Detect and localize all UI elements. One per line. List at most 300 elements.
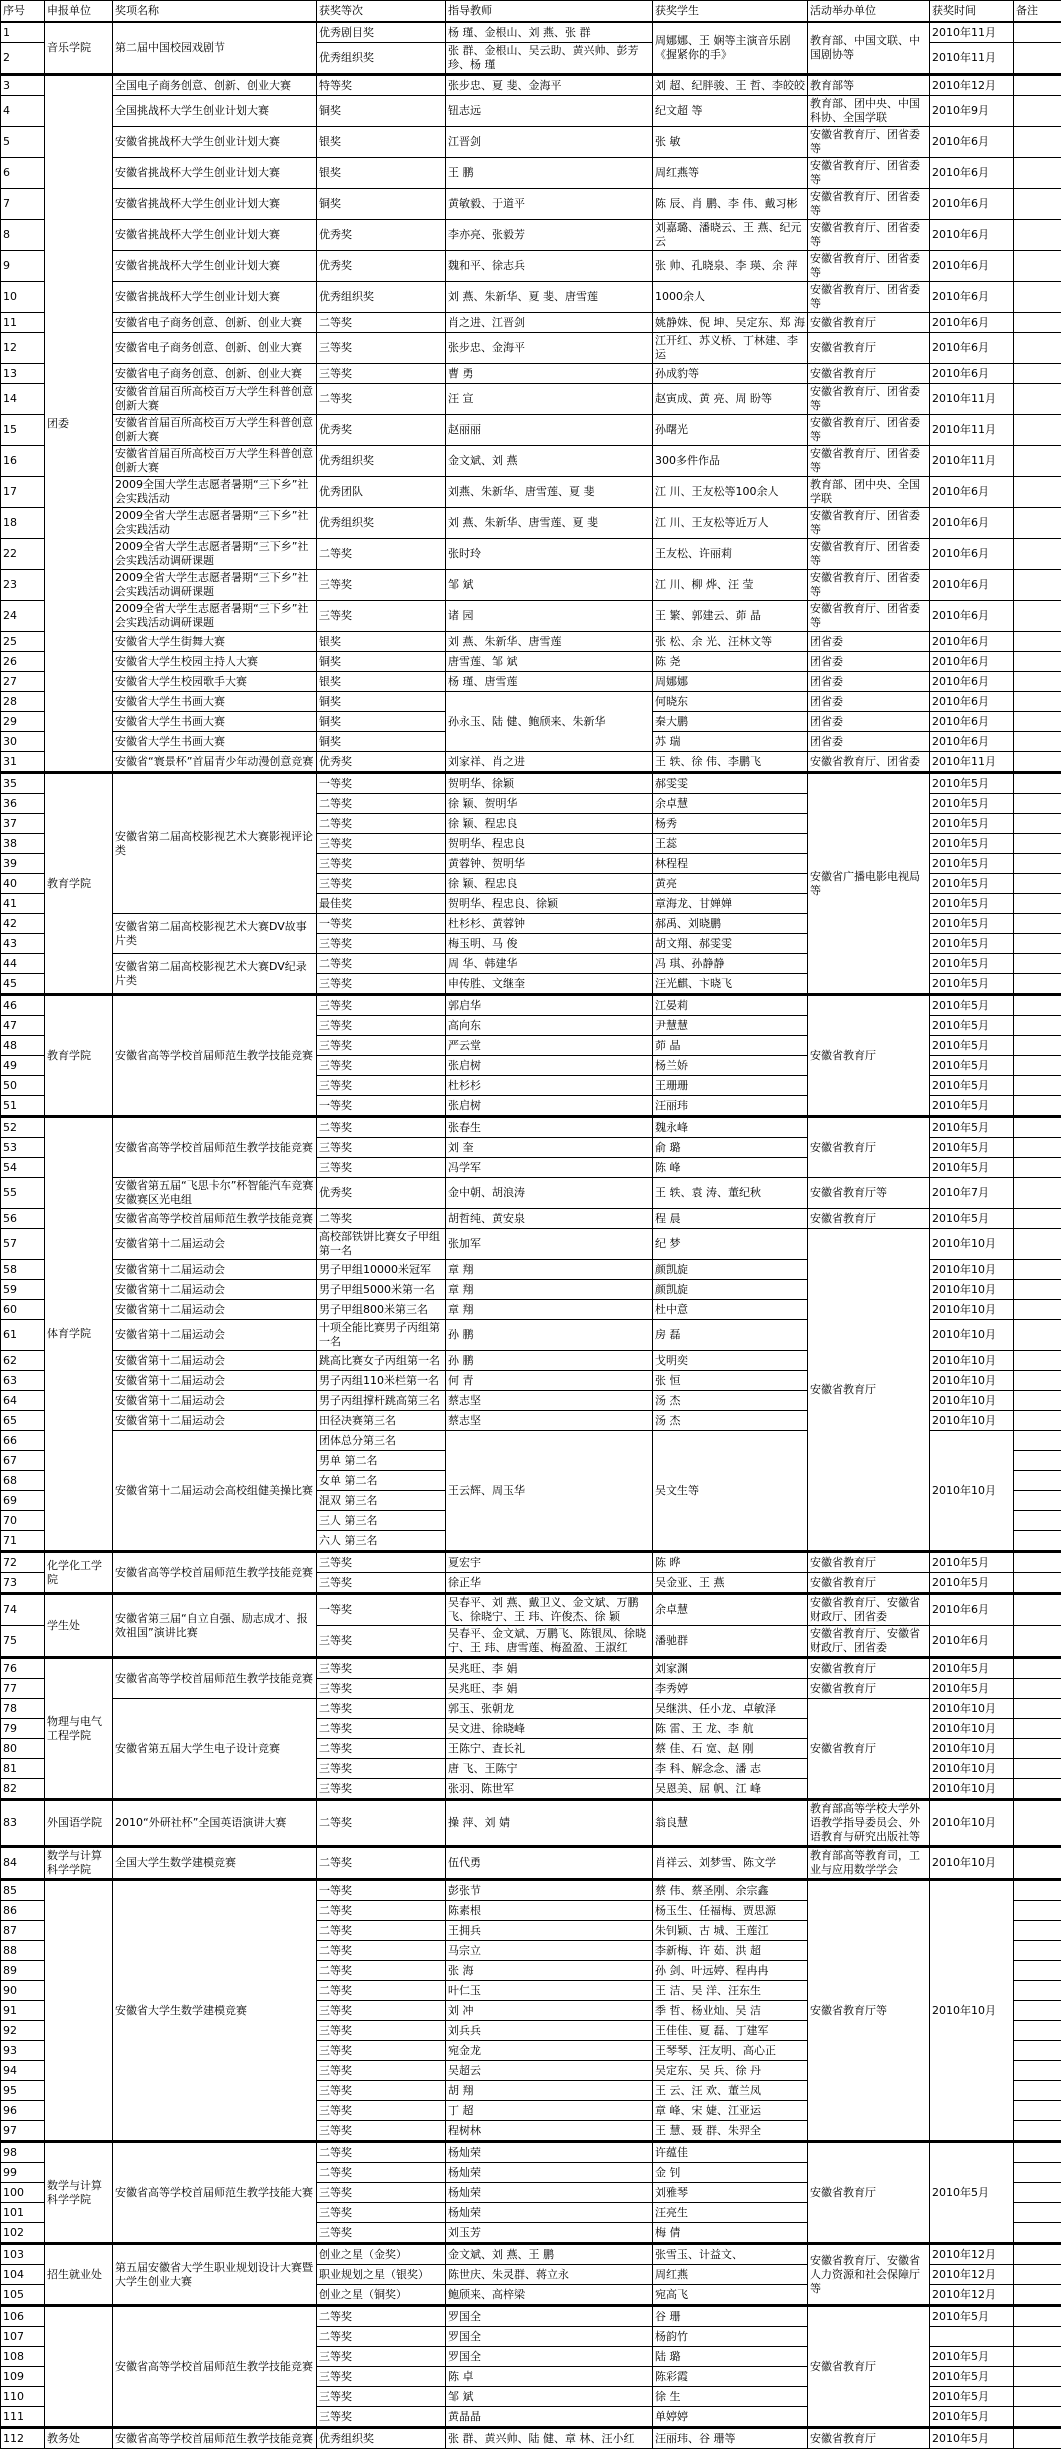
cell-award: 第二届中国校园戏剧节: [113, 22, 317, 75]
cell-teacher: 贺明华、程忠良、徐颖: [446, 894, 653, 914]
cell-no: 53: [1, 1138, 45, 1158]
cell-organizer: 安徽省教育厅: [808, 1117, 930, 1178]
cell-teacher: 金文斌、刘 燕: [446, 446, 653, 477]
cell-student: 张 帅、孔晓泉、李 瑛、余 萍: [653, 251, 808, 282]
cell-no: 1: [1, 22, 45, 43]
cell-time: 2010年6月: [930, 712, 1014, 732]
cell-level: 优秀组织奖: [317, 2428, 446, 2449]
cell-student: 苏 瑞: [653, 732, 808, 752]
cell-student: 黄亮: [653, 874, 808, 894]
cell-no: 68: [1, 1471, 45, 1491]
cell-teacher: 郭玉、张朝龙: [446, 1699, 653, 1719]
cell-no: 61: [1, 1320, 45, 1351]
cell-organizer: 团省委: [808, 712, 930, 732]
cell-award: 安徽省大学生街舞大赛: [113, 632, 317, 652]
cell-time: 2010年6月: [930, 364, 1014, 384]
cell-time: 2010年6月: [930, 333, 1014, 364]
cell-note: [1014, 2223, 1061, 2244]
cell-student: 姚静姝、倪 坤、吴定东、郑 海: [653, 313, 808, 333]
cell-teacher: 徐 颖、程忠良: [446, 814, 653, 834]
cell-time: 2010年5月: [930, 1158, 1014, 1178]
table-row: [1, 127, 1061, 158]
cell-teacher: 钮志远: [446, 96, 653, 127]
cell-no: 6: [1, 158, 45, 189]
cell-no: 62: [1, 1351, 45, 1371]
cell-no: 95: [1, 2081, 45, 2101]
cell-teacher: 章 翔: [446, 1300, 653, 1320]
cell-no: 46: [1, 995, 45, 1016]
cell-student: 肖祥云、刘梦雪、陈文学: [653, 1847, 808, 1880]
cell-note: [1014, 794, 1061, 814]
cell-organizer: 安徽省教育厅、团省委等: [808, 282, 930, 313]
cell-award: 安徽省大学生校园主持人大赛: [113, 652, 317, 672]
cell-note: [1014, 1779, 1061, 1800]
cell-level: 三等奖: [317, 2001, 446, 2021]
cell-level: 二等奖: [317, 2306, 446, 2327]
cell-note: [1014, 1260, 1061, 1280]
cell-no: 39: [1, 854, 45, 874]
cell-no: 77: [1, 1679, 45, 1699]
cell-teacher: 黄敏毅、于道平: [446, 189, 653, 220]
cell-level: 三等奖: [317, 874, 446, 894]
cell-award: 安徽省第十二届运动会: [113, 1260, 317, 1280]
cell-note: [1014, 1511, 1061, 1531]
cell-level: 三等奖: [317, 1759, 446, 1779]
cell-level: 男子甲组5000米第一名: [317, 1280, 446, 1300]
cell-level: 铜奖: [317, 96, 446, 127]
cell-time: 2010年6月: [930, 158, 1014, 189]
cell-student: 王 云、汪 欢、董兰凤: [653, 2081, 808, 2101]
cell-note: [1014, 1209, 1061, 1229]
cell-level: 铜奖: [317, 692, 446, 712]
cell-award: 安徽省第五届大学生电子设计竞赛: [113, 1699, 317, 1800]
cell-time: 2010年5月: [930, 1096, 1014, 1117]
cell-level: 银奖: [317, 127, 446, 158]
cell-no: 55: [1, 1178, 45, 1209]
cell-level: 优秀奖: [317, 251, 446, 282]
cell-time: 2010年12月: [930, 2244, 1014, 2265]
cell-no: 84: [1, 1847, 45, 1880]
cell-note: [1014, 2244, 1061, 2265]
cell-student: 章 峰、宋 婕、江亚运: [653, 2101, 808, 2121]
cell-organizer: 安徽省教育厅: [808, 1209, 930, 1229]
cell-no: 4: [1, 96, 45, 127]
table-row: [1, 2428, 1061, 2449]
cell-teacher: 陈 卓: [446, 2367, 653, 2387]
cell-level: 三等奖: [317, 934, 446, 954]
cell-note: [1014, 2041, 1061, 2061]
table-row: [1, 652, 1061, 672]
cell-level: 二等奖: [317, 794, 446, 814]
cell-organizer: 安徽省教育厅、团省委等: [808, 158, 930, 189]
cell-level: 三等奖: [317, 2347, 446, 2367]
cell-no: 25: [1, 632, 45, 652]
cell-level: 团体总分第三名: [317, 1431, 446, 1451]
cell-note: [1014, 2101, 1061, 2121]
cell-note: [1014, 2021, 1061, 2041]
cell-level: 三等奖: [317, 1626, 446, 1658]
cell-award: 安徽省挑战杯大学生创业计划大赛: [113, 251, 317, 282]
cell-level: 跳高比赛女子丙组第一名: [317, 1351, 446, 1371]
cell-level: 铜奖: [317, 652, 446, 672]
cell-no: 110: [1, 2387, 45, 2407]
cell-time: 2010年10月: [930, 1371, 1014, 1391]
cell-note: [1014, 1300, 1061, 1320]
cell-organizer: 安徽省教育厅: [808, 1658, 930, 1679]
cell-note: [1014, 2163, 1061, 2183]
cell-student: 张 敏: [653, 127, 808, 158]
table-row: [1, 1552, 1061, 1573]
cell-no: 37: [1, 814, 45, 834]
cell-unit: 团委: [45, 75, 113, 773]
cell-award: 安徽省高等学校首届师范生教学技能竞赛: [113, 1209, 317, 1229]
table-row: [1, 632, 1061, 652]
cell-note: [1014, 1921, 1061, 1941]
cell-unit: 教务处: [45, 2428, 113, 2449]
table-row: [1, 2142, 1061, 2163]
cell-note: [1014, 1056, 1061, 1076]
cell-no: 57: [1, 1229, 45, 1260]
cell-student: 江开红、苏义桥、丁林建、李运: [653, 333, 808, 364]
cell-student: 刘家渊: [653, 1658, 808, 1679]
cell-student: 茆 晶: [653, 1036, 808, 1056]
cell-no: 105: [1, 2285, 45, 2306]
cell-teacher: 刘 冲: [446, 2001, 653, 2021]
cell-time: 2010年5月: [930, 1552, 1014, 1573]
cell-no: 35: [1, 773, 45, 794]
cell-no: 109: [1, 2367, 45, 2387]
cell-no: 41: [1, 894, 45, 914]
cell-note: [1014, 22, 1061, 43]
cell-level: 男子甲组800米第三名: [317, 1300, 446, 1320]
cell-award: 安徽省第三届“自立自强、励志成才、报效祖国”演讲比赛: [113, 1594, 317, 1658]
cell-note: [1014, 995, 1061, 1016]
cell-student: 王 洁、吴 洋、汪东生: [653, 1981, 808, 2001]
cell-note: [1014, 508, 1061, 539]
cell-no: 80: [1, 1739, 45, 1759]
cell-note: [1014, 1531, 1061, 1552]
cell-award: 安徽省大学生数学建模竞赛: [113, 1880, 317, 2142]
cell-teacher: 马宗立: [446, 1941, 653, 1961]
cell-student: 李秀婷: [653, 1679, 808, 1699]
cell-student: 张 松、余 光、汪林文等: [653, 632, 808, 652]
cell-unit: 外国语学院: [45, 1800, 113, 1847]
cell-no: 42: [1, 914, 45, 934]
cell-time: 2010年5月: [930, 874, 1014, 894]
cell-time: 2010年6月: [930, 127, 1014, 158]
cell-time: 2010年5月: [930, 2387, 1014, 2407]
cell-level: 三等奖: [317, 1158, 446, 1178]
table-row: [1, 189, 1061, 220]
cell-organizer: 团省委: [808, 732, 930, 752]
cell-student: 宛高飞: [653, 2285, 808, 2306]
cell-teacher: 邹 斌: [446, 2387, 653, 2407]
cell-award: 全国挑战杯大学生创业计划大赛: [113, 96, 317, 127]
cell-student: 汪亮生: [653, 2203, 808, 2223]
cell-no: 60: [1, 1300, 45, 1320]
cell-teacher: 魏和平、徐志兵: [446, 251, 653, 282]
cell-note: [1014, 1800, 1061, 1847]
cell-time: 2010年5月: [930, 794, 1014, 814]
cell-no: 81: [1, 1759, 45, 1779]
cell-time: 2010年5月: [930, 1016, 1014, 1036]
cell-teacher: 王陈宁、査长礼: [446, 1739, 653, 1759]
cell-award: 安徽省首届百所高校百万大学生科普创意创新大赛: [113, 446, 317, 477]
cell-teacher: 徐 颖、贺明华: [446, 794, 653, 814]
cell-note: [1014, 1941, 1061, 1961]
cell-award: 安徽省第二届高校影视艺术大赛影视评论类: [113, 773, 317, 914]
cell-teacher: 张步忠、金海平: [446, 333, 653, 364]
cell-level: 二等奖: [317, 954, 446, 974]
cell-teacher: 张启树: [446, 1096, 653, 1117]
cell-no: 89: [1, 1961, 45, 1981]
table-row: [1, 333, 1061, 364]
cell-award: 安徽省高等学校首届师范生教学技能大赛: [113, 2142, 317, 2244]
table-row: [1, 672, 1061, 692]
cell-no: 78: [1, 1699, 45, 1719]
cell-time: 2010年9月: [930, 96, 1014, 127]
cell-note: [1014, 601, 1061, 632]
cell-teacher: 王拥兵: [446, 1921, 653, 1941]
cell-note: [1014, 127, 1061, 158]
table-row: [1, 1117, 1061, 1138]
table-row: [1, 477, 1061, 508]
cell-note: [1014, 364, 1061, 384]
cell-no: 56: [1, 1209, 45, 1229]
cell-student: 杜中意: [653, 1300, 808, 1320]
cell-level: 男子丙组撑杆跳高第三名: [317, 1391, 446, 1411]
cell-note: [1014, 1679, 1061, 1699]
cell-level: 三等奖: [317, 601, 446, 632]
cell-teacher: 刘燕、朱新华、唐雪莲、夏 斐: [446, 477, 653, 508]
table-row: [1, 2306, 1061, 2327]
cell-student: 陈 峰: [653, 1158, 808, 1178]
cell-organizer: 团省委: [808, 652, 930, 672]
cell-organizer: 安徽省教育厅: [808, 333, 930, 364]
cell-teacher: 王 鹏: [446, 158, 653, 189]
cell-teacher: 宛金龙: [446, 2041, 653, 2061]
cell-student: 许蕴佳: [653, 2142, 808, 2163]
cell-note: [1014, 2061, 1061, 2081]
cell-award: 安徽省电子商务创意、创新、创业大赛: [113, 313, 317, 333]
cell-no: 100: [1, 2183, 45, 2203]
cell-no: 48: [1, 1036, 45, 1056]
cell-award: 全国大学生数学建模竞赛: [113, 1847, 317, 1880]
cell-student: 王琴琴、汪友明、高心正: [653, 2041, 808, 2061]
cell-level: 三等奖: [317, 1016, 446, 1036]
cell-student: 潘驰群: [653, 1626, 808, 1658]
cell-no: 9: [1, 251, 45, 282]
cell-level: 三等奖: [317, 2041, 446, 2061]
cell-teacher: 罗国全: [446, 2347, 653, 2367]
table-row: [1, 158, 1061, 189]
cell-unit: 教育学院: [45, 773, 113, 995]
cell-note: [1014, 1658, 1061, 1679]
cell-award: 2009全省大学生志愿者暑期“三下乡”社会实践活动调研课题: [113, 570, 317, 601]
cell-teacher: 吴兆旺、李 娟: [446, 1658, 653, 1679]
cell-level: 二等奖: [317, 1901, 446, 1921]
cell-time: 2010年6月: [930, 508, 1014, 539]
cell-award: 2009全省大学生志愿者暑期“三下乡”社会实践活动调研课题: [113, 601, 317, 632]
cell-teacher: 蔡志坚: [446, 1411, 653, 1431]
cell-time: 2010年6月: [930, 282, 1014, 313]
cell-organizer: 团省委: [808, 692, 930, 712]
cell-organizer: 安徽省教育厅: [808, 1229, 930, 1552]
cell-level: 优秀组织奖: [317, 508, 446, 539]
cell-note: [1014, 894, 1061, 914]
header-time: 获奖时间: [930, 1, 1014, 23]
cell-level: 优秀团队: [317, 477, 446, 508]
cell-unit: 招生就业处: [45, 2244, 113, 2306]
cell-note: [1014, 1961, 1061, 1981]
table-row: [1, 1800, 1061, 1847]
cell-teacher: 刘 燕、朱新华、唐雪莲、夏 斐: [446, 508, 653, 539]
cell-organizer: 安徽省教育厅: [808, 2306, 930, 2428]
table-row: [1, 251, 1061, 282]
cell-unit: 数学与计算科学学院: [45, 1847, 113, 1880]
cell-level: 二等奖: [317, 384, 446, 415]
cell-level: 优秀奖: [317, 220, 446, 251]
cell-student: 杨韵竹: [653, 2327, 808, 2347]
cell-level: 三等奖: [317, 2101, 446, 2121]
cell-no: 88: [1, 1941, 45, 1961]
cell-no: 75: [1, 1626, 45, 1658]
cell-note: [1014, 251, 1061, 282]
cell-teacher: 杨 瑾、唐雪莲: [446, 672, 653, 692]
cell-student: 王 繁、郭建云、茆 晶: [653, 601, 808, 632]
cell-time: 2010年10月: [930, 1300, 1014, 1320]
cell-teacher: 吴春平、金文斌、万鹏飞、陈银凤、徐晓宁、王 玮、唐雪莲、梅盈盈、王淑红: [446, 1626, 653, 1658]
cell-award: 安徽省第十二届运动会: [113, 1371, 317, 1391]
cell-level: 三等奖: [317, 2203, 446, 2223]
cell-no: 65: [1, 1411, 45, 1431]
cell-time: 2010年11月: [930, 752, 1014, 773]
cell-award: 安徽省“寰景杯”首届青少年动漫创意竞赛: [113, 752, 317, 773]
cell-student: 俞 璐: [653, 1138, 808, 1158]
cell-level: 优秀组织奖: [317, 43, 446, 75]
cell-student: 王 轶、徐 伟、李鹏飞: [653, 752, 808, 773]
cell-organizer: 安徽省教育厅、团省委等: [808, 251, 930, 282]
cell-time: 2010年10月: [930, 1229, 1014, 1260]
cell-no: 14: [1, 384, 45, 415]
header-note: 备注: [1014, 1, 1061, 23]
cell-organizer: 安徽省教育厅: [808, 364, 930, 384]
cell-no: 18: [1, 508, 45, 539]
cell-note: [1014, 1178, 1061, 1209]
cell-teacher: 张羽、陈世军: [446, 1779, 653, 1800]
header-student: 获奖学生: [653, 1, 808, 23]
cell-level: 二等奖: [317, 313, 446, 333]
cell-organizer: 教育部、团中央、全国学联: [808, 477, 930, 508]
cell-student: 孙曙光: [653, 415, 808, 446]
table-row: [1, 601, 1061, 632]
cell-level: 三等奖: [317, 1779, 446, 1800]
cell-time: 2010年6月: [930, 1626, 1014, 1658]
cell-organizer: 安徽省教育厅、团省委等: [808, 220, 930, 251]
cell-note: [1014, 1847, 1061, 1880]
cell-student: 蔡 伟、蔡圣刚、余宗鑫: [653, 1880, 808, 1901]
cell-teacher: 冯学军: [446, 1158, 653, 1178]
cell-level: 田径决赛第三名: [317, 1411, 446, 1431]
cell-note: [1014, 712, 1061, 732]
cell-no: 86: [1, 1901, 45, 1921]
cell-student: 江 川、柳 烨、汪 莹: [653, 570, 808, 601]
cell-level: 二等奖: [317, 1961, 446, 1981]
cell-student: 杨玉生、任福梅、贾思源: [653, 1901, 808, 1921]
cell-student: 汤 杰: [653, 1411, 808, 1431]
cell-note: [1014, 313, 1061, 333]
cell-no: 40: [1, 874, 45, 894]
cell-award: 安徽省挑战杯大学生创业计划大赛: [113, 158, 317, 189]
cell-note: [1014, 632, 1061, 652]
cell-note: [1014, 2183, 1061, 2203]
cell-note: [1014, 652, 1061, 672]
table-row: [1, 570, 1061, 601]
cell-level: 优秀奖: [317, 1178, 446, 1209]
cell-level: 铜奖: [317, 189, 446, 220]
cell-teacher: 张加军: [446, 1229, 653, 1260]
cell-student: 魏永峰: [653, 1117, 808, 1138]
cell-note: [1014, 570, 1061, 601]
cell-teacher: 张春生: [446, 1117, 653, 1138]
cell-level: 二等奖: [317, 539, 446, 570]
cell-teacher: 杜杉杉: [446, 1076, 653, 1096]
cell-time: 2010年5月: [930, 1209, 1014, 1229]
cell-no: 13: [1, 364, 45, 384]
cell-time: 2010年6月: [930, 1594, 1014, 1626]
table-row: [1, 1880, 1061, 1901]
cell-teacher: 丁 超: [446, 2101, 653, 2121]
cell-organizer: 安徽省教育厅: [808, 995, 930, 1117]
cell-student: 汪丽玮、谷 珊等: [653, 2428, 808, 2449]
cell-student: 陈 辰、肖 鹏、李 伟、戴习彬: [653, 189, 808, 220]
cell-teacher: 张 群、金根山、吴云助、黄兴帅、彭芳珍、杨 瑾: [446, 43, 653, 75]
table-row: [1, 446, 1061, 477]
cell-level: 三等奖: [317, 1138, 446, 1158]
cell-teacher: 杨灿荣: [446, 2203, 653, 2223]
cell-teacher: 孙永玉、陆 健、鲍颀来、朱新华: [446, 692, 653, 752]
table-row: [1, 692, 1061, 712]
table-row: [1, 1847, 1061, 1880]
cell-student: 颜凯旋: [653, 1260, 808, 1280]
cell-student: 季 哲、杨业灿、吴 洁: [653, 2001, 808, 2021]
cell-teacher: 吴超云: [446, 2061, 653, 2081]
cell-no: 49: [1, 1056, 45, 1076]
cell-note: [1014, 854, 1061, 874]
cell-level: 一等奖: [317, 1880, 446, 1901]
cell-note: [1014, 2081, 1061, 2101]
cell-no: 85: [1, 1880, 45, 1901]
cell-organizer: 安徽省教育厅、安徽省人力资源和社会保障厅等: [808, 2244, 930, 2306]
cell-award: 安徽省电子商务创意、创新、创业大赛: [113, 333, 317, 364]
cell-organizer: 安徽省教育厅: [808, 313, 930, 333]
cell-no: 50: [1, 1076, 45, 1096]
cell-level: 二等奖: [317, 1117, 446, 1138]
cell-no: 23: [1, 570, 45, 601]
cell-time: 2010年6月: [930, 539, 1014, 570]
cell-level: 三等奖: [317, 570, 446, 601]
cell-note: [1014, 2265, 1061, 2285]
cell-time: 2010年6月: [930, 732, 1014, 752]
cell-level: 三等奖: [317, 1679, 446, 1699]
cell-note: [1014, 1280, 1061, 1300]
cell-level: 三等奖: [317, 974, 446, 995]
cell-no: 106: [1, 2306, 45, 2327]
cell-note: [1014, 1739, 1061, 1759]
cell-organizer: 安徽省教育厅、团省委等: [808, 127, 930, 158]
cell-level: 三等奖: [317, 995, 446, 1016]
cell-student: 单婷婷: [653, 2407, 808, 2428]
